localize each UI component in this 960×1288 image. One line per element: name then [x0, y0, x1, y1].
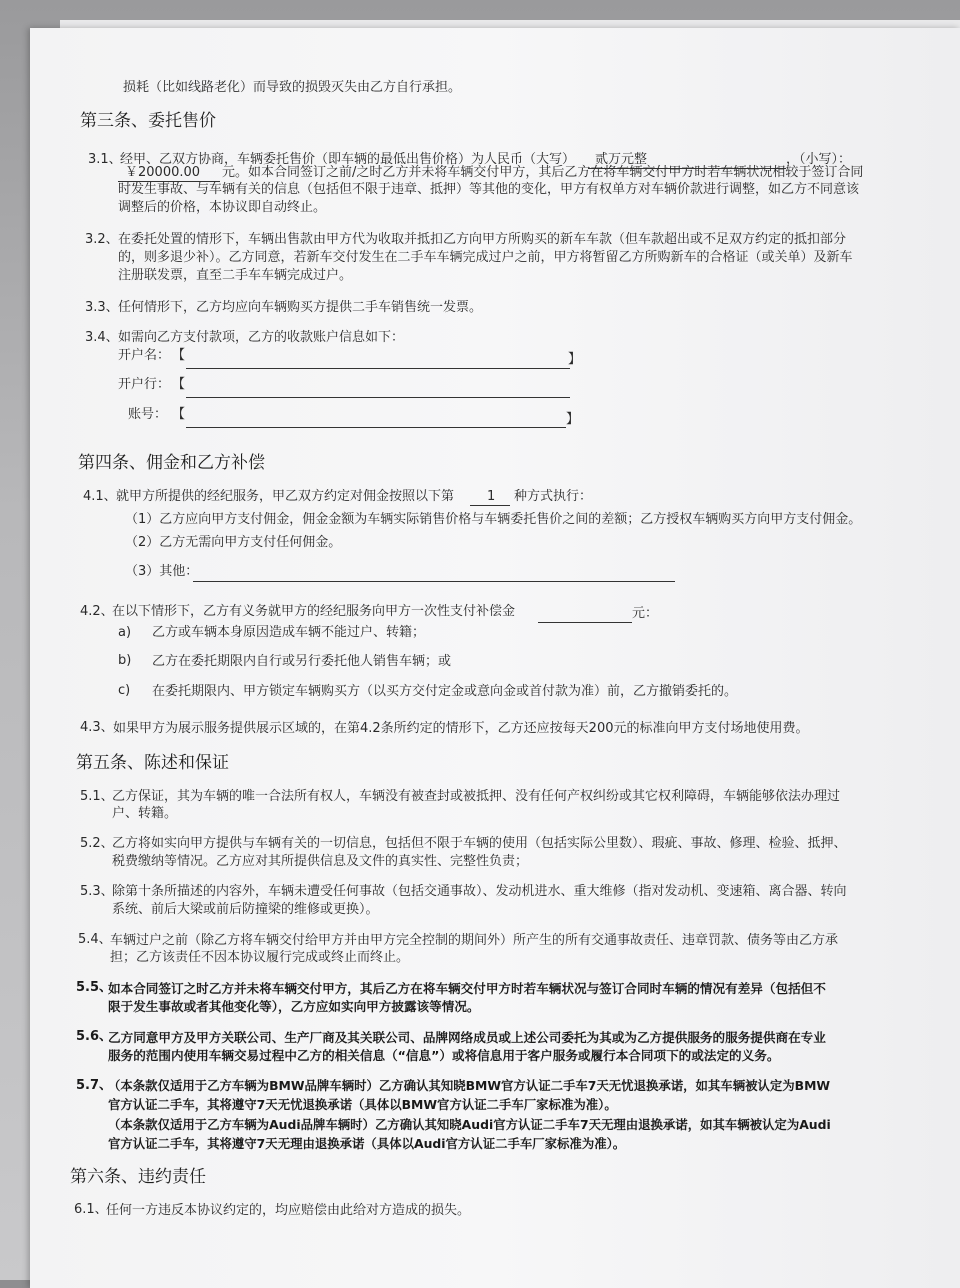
- situation-c-label: c): [118, 683, 131, 698]
- clause-5-7-text-a: （本条款仅适用于乙方车辆为BMW品牌车辆时）乙方确认其知晓BMW官方认证二手车7天无忧退换承诺，如其车辆被认定为BMW: [108, 1078, 831, 1093]
- clause-5-4-text-b: 担；乙方该责任不因本协议履行完成或终止而终止。: [110, 950, 410, 965]
- article-5-title: 第五条、陈述和保证: [76, 753, 229, 773]
- clause-5-5-text-a: 如本合同签订之时乙方并未将车辆交付甲方，其后乙方在将车辆交付甲方时若车辆状况与签订合同时车辆的情况有差异（包括但不: [108, 981, 826, 996]
- account-name-field: [186, 368, 570, 369]
- commission-option-1: （1）乙方应向甲方支付佣金，佣金金额为车辆实际销售价格与车辆委托售价之间的差额；乙方授权车辆购买方向甲方支付佣金。: [125, 512, 862, 527]
- clause-5-7-number: 5.7、: [76, 1078, 113, 1093]
- clause-3-3-text: 任何情形下，乙方均应向车辆购买方提供二手车销售统一发票。: [118, 300, 483, 315]
- clause-3-2-text-a: 在委托处置的情形下，车辆出售款由甲方代为收取并抵扣乙方向甲方所购买的新车车款（但车款超出或不足双方约定的抵扣部分: [118, 232, 847, 247]
- clause-5-2-text-b: 税费缴纳等情况。乙方应对其所提供信息及文件的真实性、完整性负责；: [112, 854, 529, 869]
- clause-5-1-text-a: 乙方保证，其为车辆的唯一合法所有权人，车辆没有被查封或被抵押、没有任何产权纠纷或其它权利障碍，车辆能够依法办理过: [112, 789, 841, 804]
- account-name-bracket-right: 】: [568, 352, 582, 367]
- clause-3-1-text-d: 时发生事故、与车辆有关的信息（包括但不限于违章、抵押）等其他的变化，甲方有权单方对车辆价款进行调整，如乙方不同意该: [118, 182, 860, 197]
- clause-4-1-text-a: 就甲方所提供的经纪服务，甲乙双方约定对佣金按照以下第: [116, 489, 455, 504]
- clause-5-1-text-b: 户、转籍。: [112, 806, 178, 821]
- clause-5-5-number: 5.5、: [76, 980, 113, 995]
- clause-5-4-number: 5.4、: [78, 932, 112, 947]
- clause-4-1-text-b: 种方式执行：: [514, 489, 593, 504]
- clause-4-3-text: 如果甲方为展示服务提供展示区域的，在第4.2条所约定的情形下，乙方还应按每天200元的标准向甲方支付场地使用费。: [113, 721, 809, 736]
- clause-3-1-text-b: ，（小写）：: [786, 152, 852, 167]
- clause-3-1-text: 经甲、乙双方协商，车辆委托售价（即车辆的最低出售价格）为人民币（大写）: [120, 152, 576, 167]
- commission-method-choice: 1: [487, 489, 496, 504]
- clause-4-2-text-a: 在以下情形下，乙方有义务就甲方的经纪服务向甲方一次性支付补偿金: [112, 604, 516, 619]
- account-number-label: 账号：: [128, 407, 168, 422]
- commission-option-3: （3）其他：: [125, 564, 199, 579]
- account-number-bracket-right: 】: [566, 412, 580, 427]
- price-uppercase-value: 贰万元整: [595, 152, 648, 167]
- account-number-field: [186, 427, 566, 428]
- commission-method-underline: [470, 505, 510, 506]
- clause-5-6-text-a: 乙方同意甲方及甲方关联公司、生产厂商及其关联公司、品牌网络成员或上述公司委托为其或为乙方提供服务的服务提供商在专业: [108, 1030, 826, 1045]
- commission-option-3-field: [193, 581, 675, 582]
- commission-option-2: （2）乙方无需向甲方支付任何佣金。: [125, 535, 342, 550]
- situation-b-label: b): [118, 653, 132, 668]
- clause-3-2-text-c: 注册联发票，直至二手车车辆完成过户。: [118, 268, 353, 283]
- situation-a-text: 乙方或车辆本身原因造成车辆不能过户、转籍；: [152, 625, 426, 640]
- clause-3-4-text: 如需向乙方支付款项，乙方的收款账户信息如下：: [118, 330, 405, 345]
- clause-4-2-number: 4.2、: [80, 604, 114, 619]
- account-number-bracket-left: 【: [172, 407, 186, 422]
- article-4-title: 第四条、佣金和乙方补偿: [78, 453, 265, 473]
- account-bank-field: [186, 397, 570, 398]
- clause-5-6-number: 5.6、: [76, 1029, 113, 1044]
- clause-4-1-number: 4.1、: [83, 489, 117, 504]
- clause-5-7-text-c: （本条款仅适用于乙方车辆为Audi品牌车辆时）乙方确认其知晓Audi官方认证二手车7天无理由退换承诺，如其车辆被认定为Audi: [108, 1117, 831, 1132]
- clause-3-4-number: 3.4、: [85, 330, 119, 345]
- account-name-label: 开户名：: [118, 348, 171, 363]
- clause-5-3-text-b: 系统、前后大梁或前后防撞梁的维修或更换）。: [112, 902, 379, 917]
- clause-3-1-text-e: 调整后的价格，本协议即自动终止。: [118, 200, 327, 215]
- intro-line: 损耗（比如线路老化）而导致的损毁灭失由乙方自行承担。: [123, 80, 462, 95]
- situation-b-text: 乙方在委托期限内自行或另行委托他人销售车辆；或: [152, 654, 452, 669]
- clause-3-2-text-b: 的，则多退少补）。乙方同意，若新车交付发生在二手车车辆完成过户之前，甲方将暂留乙方所购新车的合格证（或关单）及新车: [118, 250, 853, 265]
- clause-6-1-text: 任何一方违反本协议约定的，均应赔偿由此给对方造成的损失。: [106, 1203, 471, 1218]
- account-bank-label: 开户行：: [118, 377, 171, 392]
- compensation-amount-field: [538, 622, 632, 623]
- article-6-title: 第六条、违约责任: [70, 1167, 206, 1187]
- clause-5-2-text-a: 乙方将如实向甲方提供与车辆有关的一切信息，包括但不限于车辆的使用（包括实际公里数）、瑕疵、事故、修理、检验、抵押、: [112, 836, 847, 851]
- clause-5-3-text-a: 除第十条所描述的内容外，车辆未遭受任何事故（包括交通事故）、发动机进水、重大维修（指对发动机、变速箱、离合器、转向: [112, 884, 847, 899]
- clause-5-1-number: 5.1、: [80, 789, 114, 804]
- clause-5-7-text-d: 官方认证二手车，其将遵守7天无理由退换承诺（具体以Audi官方认证二手车厂家标准为准）。: [108, 1136, 626, 1151]
- clause-5-5-text-b: 限于发生事故或者其他变化等），乙方应如实向甲方披露该等情况。: [108, 999, 480, 1014]
- clause-3-2-number: 3.2、: [85, 232, 119, 247]
- clause-3-3-number: 3.3、: [85, 300, 119, 315]
- account-bank-bracket-left: 【: [172, 377, 186, 392]
- clause-5-3-number: 5.3、: [80, 884, 114, 899]
- situation-a-label: a): [118, 625, 132, 640]
- clause-3-1-text-c: 元。如本合同签订之前/之时乙方并未将车辆交付甲方，其后乙方在将车辆交付甲方时若车辆状况相较于签订合同: [222, 165, 864, 180]
- clause-5-6-text-b: 服务的范围内使用车辆交易过程中乙方的相关信息（“信息”）或将信息用于客户服务或履行本合同项下的或法定的义务。: [108, 1048, 780, 1063]
- clause-5-7-text-b: 官方认证二手车，其将遵守7天无忧退换承诺（具体以BMW官方认证二手车厂家标准为准）。: [108, 1097, 617, 1112]
- clause-5-2-number: 5.2、: [80, 836, 114, 851]
- clause-4-3-number: 4.3、: [80, 720, 114, 735]
- price-lowercase-value: ￥20000.00: [125, 165, 201, 180]
- clause-3-1-number: 3.1、: [88, 152, 122, 167]
- clause-4-2-text-b: 元：: [632, 606, 659, 621]
- clause-6-1-number: 6.1、: [74, 1202, 108, 1217]
- situation-c-text: 在委托期限内、甲方锁定车辆购买方（以买方交付定金或意向金或首付款为准）前，乙方撤销委托的。: [152, 684, 738, 699]
- article-3-title: 第三条、委托售价: [80, 111, 216, 131]
- account-name-bracket-left: 【: [172, 348, 186, 363]
- clause-5-4-text-a: 车辆过户之前（除乙方将车辆交付给甲方并由甲方完全控制的期间外）所产生的所有交通事故责任、违章罚款、债务等由乙方承: [110, 933, 839, 948]
